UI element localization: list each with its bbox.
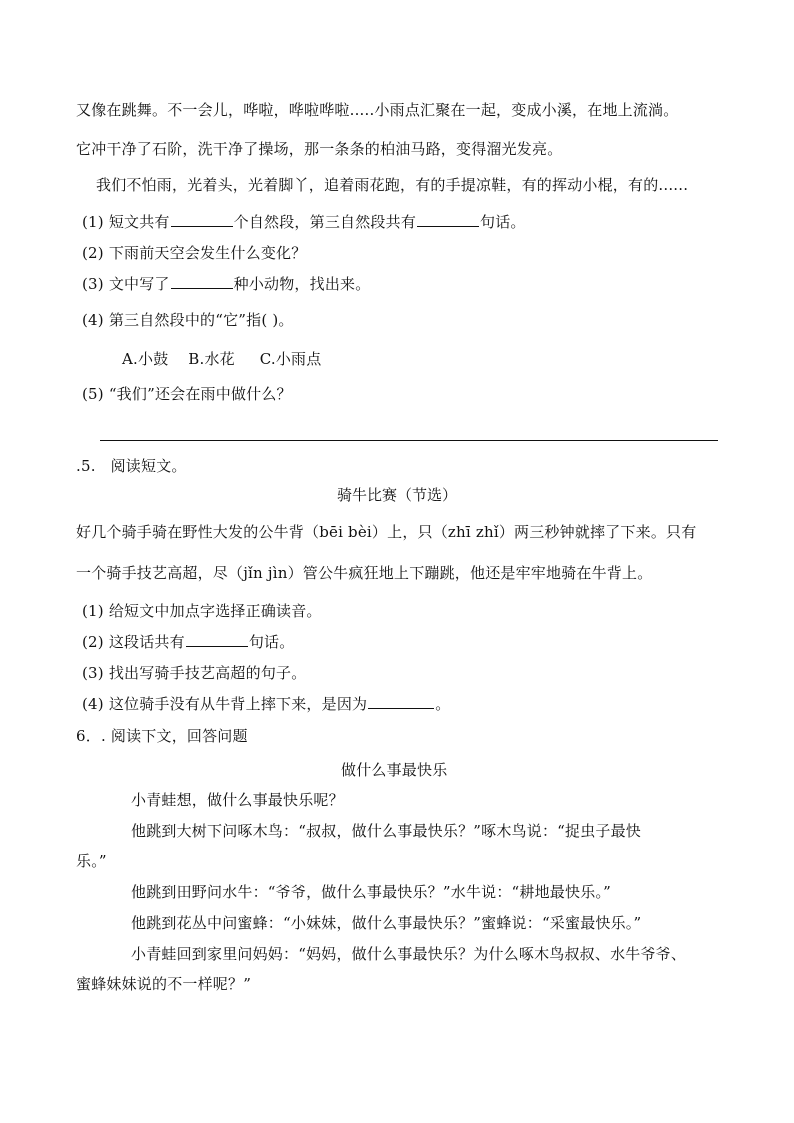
- answer-blank[interactable]: [171, 212, 233, 227]
- passage-line-1: 又像在跳舞。不一会儿，哗啦，哗啦哗啦.....小雨点汇聚在一起，变成小溪，在地上流淌。: [76, 101, 679, 119]
- question-1-text-b: 个自然段，第三自然段共有: [233, 213, 417, 231]
- question-3-text-b: 种小动物，找出来。: [233, 275, 371, 293]
- question-5: (5) “我们”还会在雨中做什么？: [82, 385, 292, 403]
- section-6-instruction: 阅读下文，回答问题: [110, 727, 248, 745]
- section-6-paragraph-3: 他跳到田野问水牛：“爷爷，做什么事最快乐？”水牛说：“耕地最快乐。”: [131, 883, 611, 901]
- section-5-line-2: 一个骑手技艺高超，尽（jǐn jìn）管公牛疯狂地上下蹦跳，他还是牢牢地骑在牛背上。: [76, 564, 653, 582]
- question-2: (2) 下雨前天空会发生什么变化？: [82, 244, 307, 262]
- section-5-question-2: [82, 632, 294, 652]
- answer-blank[interactable]: [417, 212, 479, 227]
- question-3: [82, 274, 370, 294]
- section-6-number: 6．.: [76, 727, 106, 745]
- section-5-question-3: (3) 找出写骑手技艺高超的句子。: [82, 664, 307, 682]
- section-5-number: .5.: [76, 457, 96, 475]
- passage-line-2: 它冲干净了石阶，洗干净了操场，那一条条的柏油马路，变得溜光发亮。: [76, 140, 563, 158]
- section-6-paragraph-4: 他跳到花丛中问蜜蜂：“小妹妹，做什么事最快乐？”蜜蜂说：“采蜜最快乐。”: [131, 914, 642, 932]
- section-5-line-1: 好几个骑手骑在野性大发的公牛背（bēi bèi）上，只（zhī zhǐ）两三秒钟就摔了下来。只有: [76, 523, 697, 541]
- section-6-title: 做什么事最快乐: [341, 761, 448, 779]
- answer-blank[interactable]: [171, 274, 233, 289]
- question-4-options: A.小鼓 B.水花 C.小雨点: [122, 350, 322, 368]
- question-1: [82, 212, 526, 232]
- answer-line[interactable]: [100, 440, 718, 441]
- section-5-title: 骑牛比赛（节选）: [336, 486, 457, 504]
- question-1-text-a: (1) 短文共有: [82, 213, 170, 231]
- section-6-paragraph-5-line-2: 蜜蜂妹妹说的不一样呢？”: [76, 975, 252, 993]
- answer-blank[interactable]: [368, 694, 434, 709]
- question-4: (4) 第三自然段中的“它”指( )。: [82, 311, 294, 329]
- section-6-heading: [76, 726, 248, 746]
- section-5-question-4-text-a: (4) 这位骑手没有从牛背上摔下来，是因为: [82, 695, 368, 713]
- section-5-question-2-text-b: 句话。: [248, 633, 295, 651]
- section-5-question-4: [82, 694, 450, 714]
- section-6-paragraph-2-line-2: 乐。”: [76, 852, 107, 870]
- section-5-instruction: 阅读短文。: [110, 457, 187, 475]
- section-5-question-1: (1) 给短文中加点字选择正确读音。: [82, 602, 322, 620]
- section-6-paragraph-1: 小青蛙想，做什么事最快乐呢？: [131, 791, 344, 809]
- answer-blank[interactable]: [186, 632, 248, 647]
- section-5-heading: [76, 456, 187, 476]
- question-1-text-c: 句话。: [480, 213, 526, 231]
- section-5-question-4-text-b: 。: [435, 695, 451, 713]
- section-6-paragraph-2-line-1: 他跳到大树下问啄木鸟：“叔叔，做什么事最快乐？”啄木鸟说：“捉虫子最快: [131, 822, 642, 840]
- question-3-text-a: (3) 文中写了: [82, 275, 170, 293]
- section-6-paragraph-5-line-1: 小青蛙回到家里问妈妈：“妈妈，做什么事最快乐？为什么啄木鸟叔叔、水牛爷爷、: [131, 945, 687, 963]
- section-5-question-2-text-a: (2) 这段话共有: [82, 633, 185, 651]
- passage-line-3: 我们不怕雨，光着头，光着脚丫，追着雨花跑，有的手提凉鞋，有的挥动小棍，有的......: [96, 176, 689, 194]
